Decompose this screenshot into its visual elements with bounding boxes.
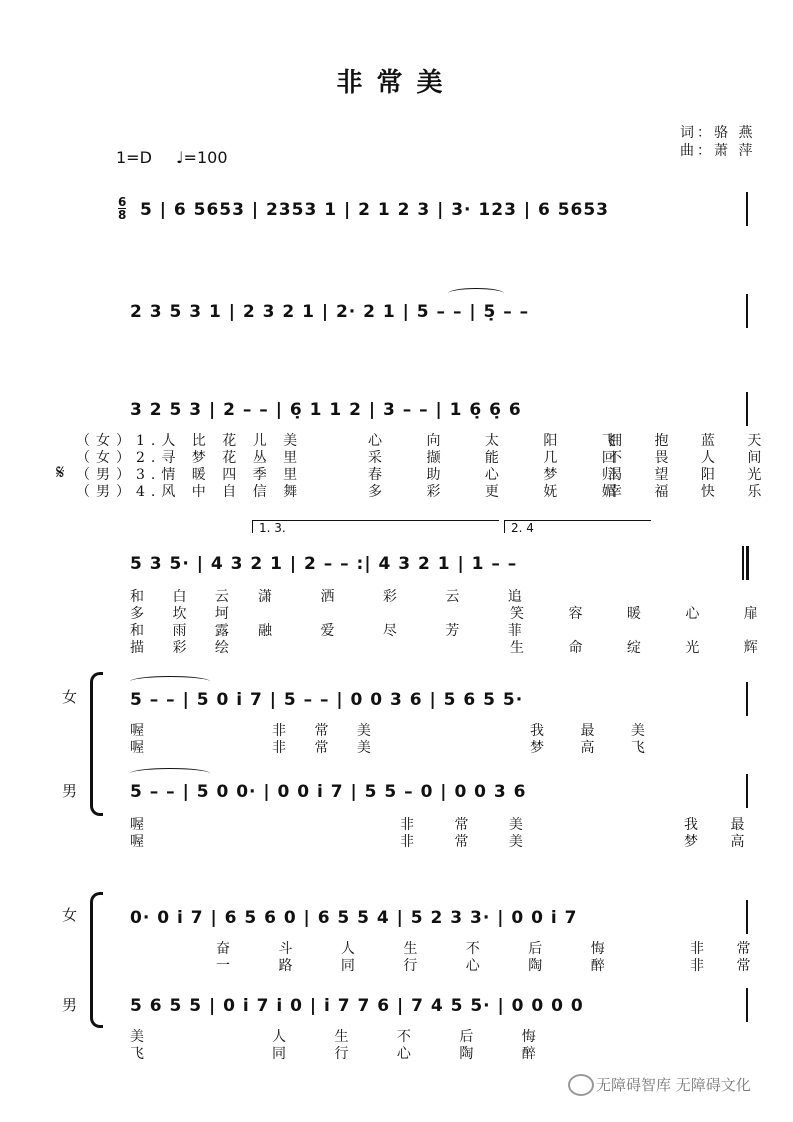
lyric6-1-c: 我 最	[684, 817, 759, 833]
female-label: 女	[62, 688, 78, 706]
tie	[130, 768, 210, 779]
key-signature: 1=D	[116, 148, 152, 167]
score-row-4	[100, 552, 760, 582]
lyricist-credit: 词：骆 燕	[680, 125, 756, 141]
verse-2-c: 不 畏 人 间	[608, 450, 776, 466]
barline	[746, 682, 748, 716]
lyric4-2-c: 笑 容 暖 心 扉	[510, 606, 778, 622]
lyric7-2-a: 一 路 同 行 心 陶 醉	[216, 958, 627, 974]
second-ending: 2. 4	[504, 520, 651, 533]
lyric7-2-c: 非 常	[690, 958, 765, 974]
lyric6-2-a: 喔	[130, 834, 150, 850]
row-notes: 5 3 5· | 4 3 2 1 | 2 – – :| 4 3 2 1 | 1 – –	[130, 554, 518, 574]
lyric6-2-c: 梦 高	[684, 834, 759, 850]
row-notes: 2 3 5 3 1 | 2 3 2 1 | 2· 2 1 | 5 – – | 5̣ – –	[130, 302, 530, 322]
female-row-2	[100, 906, 760, 936]
barline	[746, 900, 748, 934]
verse-3-a: （男）3.情 暖 四 季 里	[76, 467, 304, 483]
composer-credit: 曲：萧 萍	[680, 143, 756, 159]
tie	[448, 288, 504, 299]
row-notes: 0· 0 i 7 | 6 5 6 0 | 6 5 5 4 | 5 2 3 3· | 0 0 i 7	[130, 908, 578, 928]
first-ending: 1. 3.	[252, 520, 499, 533]
lyric5-2-a: 喔	[130, 740, 150, 756]
row-notes: 5 6 5 5 | 0 i 7 i 0 | i 7 7 6 | 7 4 5 5· | 0 0 0 0	[130, 996, 584, 1016]
score-row-2	[100, 300, 760, 330]
lyric5-1-b: 非 常 美	[272, 723, 383, 739]
lyric7-1-c: 非 常	[690, 941, 765, 957]
tempo-marking: ♩=100	[176, 148, 228, 167]
male-label: 男	[62, 782, 78, 800]
watermark: 无障碍智库 无障碍文化	[596, 1076, 751, 1094]
lyric5-1-a: 喔	[130, 723, 150, 739]
row-notes: 5 – – | 5 0 0· | 0 0 i 7 | 5 5 – 0 | 0 0 3 6	[130, 782, 527, 802]
lyric4-1-b: 潇 洒 彩 云 追	[258, 589, 544, 605]
barline	[742, 546, 744, 580]
lyric4-1-a: 和 白 云	[130, 589, 241, 605]
lyric8-1-a: 美	[130, 1029, 150, 1045]
lyric4-3-a: 和 雨 露	[130, 623, 241, 639]
lyric5-1-c: 我 最 美	[530, 723, 661, 739]
barline	[746, 988, 748, 1022]
lyric5-2-c: 梦 高 飞	[530, 740, 661, 756]
lyric8-2-b: 同 行 心 陶 醉	[272, 1046, 558, 1062]
lyric4-3-b: 融 爱 尽 芳 菲	[258, 623, 544, 639]
verse-4-a: （男）4.风 中 自 信 舞	[76, 484, 304, 500]
lyric6-1-a: 喔	[130, 817, 150, 833]
segno-icon: 𝄋	[56, 460, 65, 484]
verse-2-a: （女）2.寻 梦 花 丛 里	[76, 450, 304, 466]
verse-4-b: 多 彩 更 妩 媚	[368, 484, 636, 500]
barline	[746, 392, 748, 426]
verse-3-c: 渴 望 阳 光	[608, 467, 776, 483]
lyric8-1-b: 人 生 不 后 悔	[272, 1029, 558, 1045]
lyric8-2-a: 飞	[130, 1046, 150, 1062]
verse-1-a: （女）1.人 比 花 儿 美	[76, 433, 304, 449]
female-label-2: 女	[62, 906, 78, 924]
verse-2-b: 采 撷 能 几 回	[368, 450, 636, 466]
barline	[746, 192, 748, 226]
barline	[746, 774, 748, 808]
lyric6-2-b: 非 常 美	[400, 834, 541, 850]
row-notes: 5 – – | 5 0 i 7 | 5 – – | 0 0 3 6 | 5 6 5 5·	[130, 690, 524, 710]
barline	[746, 294, 748, 328]
wechat-icon	[568, 1074, 594, 1096]
lyric4-2-a: 多 坎 坷	[130, 606, 241, 622]
verse-1-c: 拥 抱 蓝 天	[608, 433, 776, 449]
male-row-1	[100, 780, 760, 810]
male-label-2: 男	[62, 996, 78, 1014]
row-notes: 5 | 6 5653 | 2353 1 | 2 1 2 3 | 3· 123 | 6 5653	[140, 200, 610, 220]
row-notes: 3 2 5 3 | 2 – – | 6̣ 1 1 2 | 3 – – | 1 6̣ 6̣ 6	[130, 400, 522, 420]
lyric6-1-b: 非 常 美	[400, 817, 541, 833]
lyric4-4-a: 描 彩 绘	[130, 640, 241, 656]
time-signature: 6 8	[118, 195, 127, 222]
verse-3-b: 春 助 心 梦 归	[368, 467, 636, 483]
final-barline	[746, 546, 749, 580]
score-row-1	[100, 195, 760, 228]
female-row-1	[100, 688, 760, 718]
page-title: 非常美	[336, 68, 457, 98]
tie	[130, 676, 210, 687]
male-row-2	[100, 994, 760, 1024]
score-row-3	[100, 398, 760, 428]
verse-4-c: 幸 福 快 乐	[608, 484, 776, 500]
lyric7-1-a: 奋 斗 人 生 不 后 悔	[216, 941, 627, 957]
lyric4-4-c: 生 命 绽 光 辉	[510, 640, 778, 656]
lyric5-2-b: 非 常 美	[272, 740, 383, 756]
verse-1-b: 心 向 太 阳 飞	[368, 433, 636, 449]
